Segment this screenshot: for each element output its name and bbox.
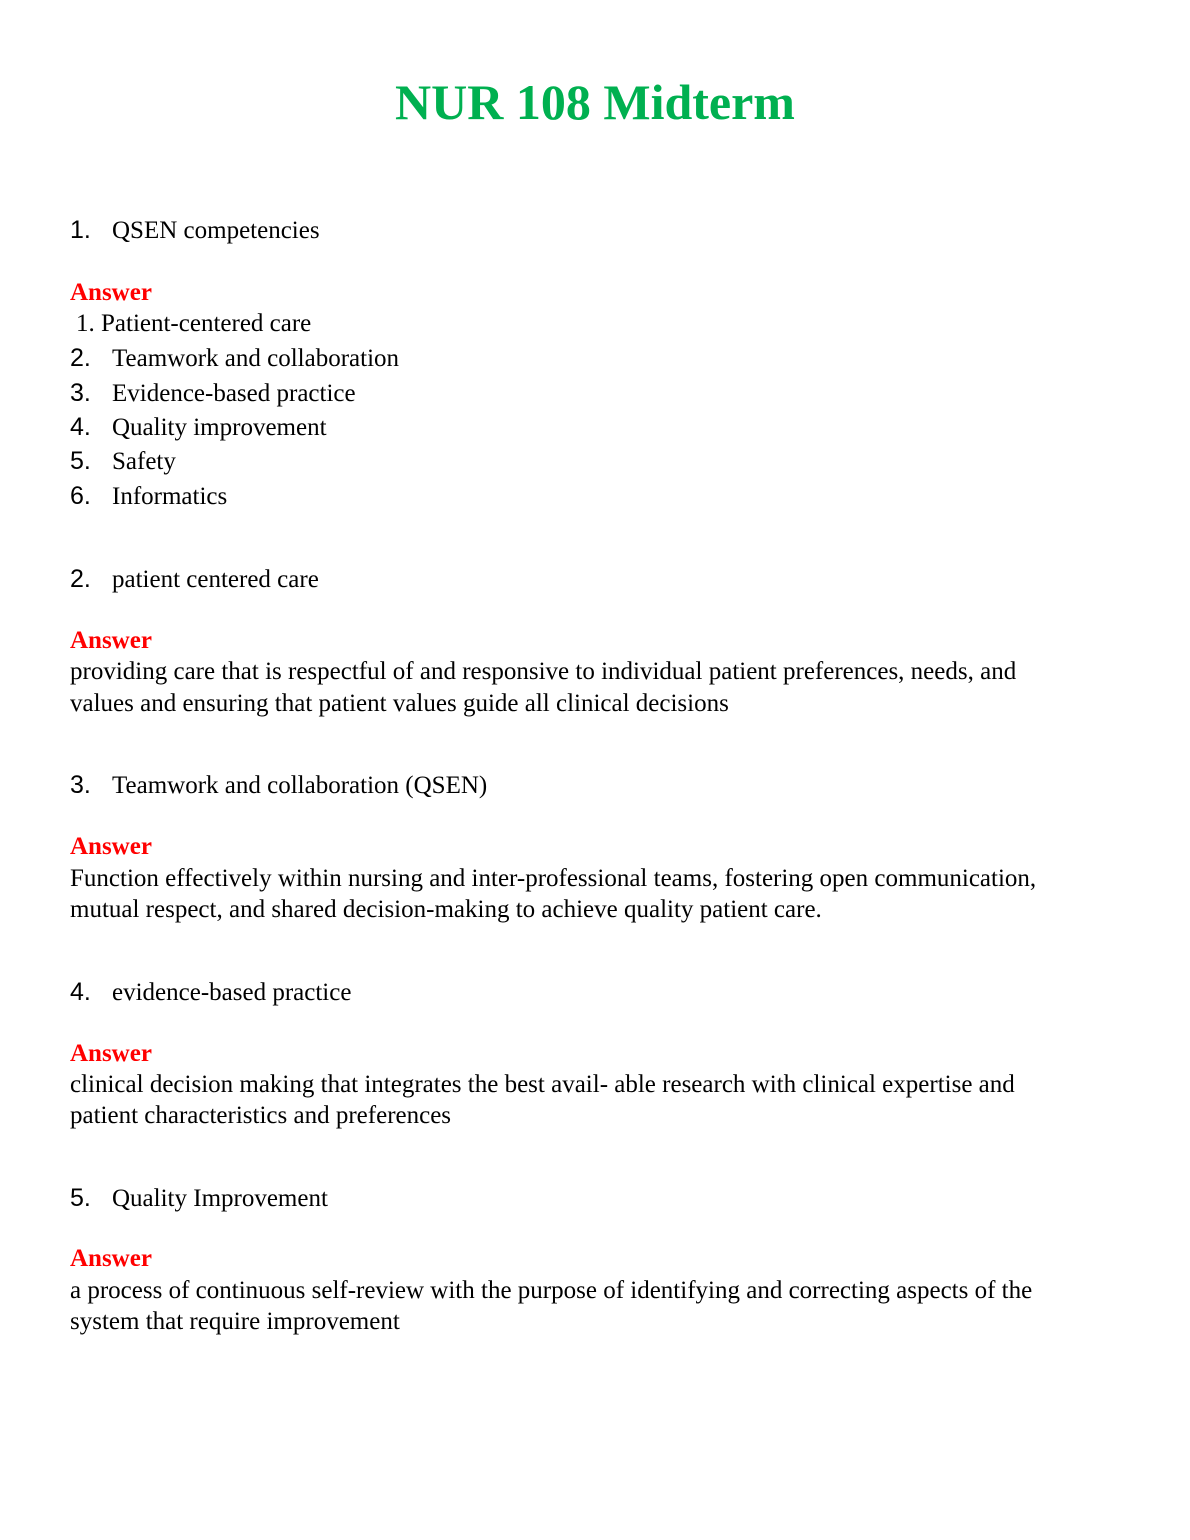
item-text: Quality improvement <box>112 414 327 441</box>
item-text: Informatics <box>112 483 228 510</box>
answer-text: providing care that is respectful of and responsive to individual patient preferences, needs, and <box>70 658 1017 685</box>
question-number: 2. <box>70 565 91 593</box>
question-prompt: patient centered care <box>112 566 319 593</box>
answer-list-item <box>70 412 327 443</box>
answer-label: Answer <box>70 627 152 654</box>
answer-label: Answer <box>70 279 152 306</box>
question-3 <box>70 770 487 801</box>
item-number: 3. <box>70 379 91 407</box>
answer-text: values and ensuring that patient values guide all clinical decisions <box>70 690 729 717</box>
answer-text: patient characteristics and preferences <box>70 1102 452 1129</box>
answer-list-item <box>70 343 399 374</box>
question-2 <box>70 564 319 595</box>
item-text: Safety <box>112 448 176 475</box>
answer-label: Answer <box>70 1040 152 1067</box>
item-number: 4. <box>70 413 91 441</box>
question-prompt: Teamwork and collaboration (QSEN) <box>112 772 488 799</box>
question-5 <box>70 1183 328 1214</box>
question-prompt: Quality Improvement <box>112 1185 328 1212</box>
question-number: 5. <box>70 1184 91 1212</box>
question-1 <box>70 215 320 246</box>
answer-list-item <box>70 481 227 512</box>
question-number: 4. <box>70 978 91 1006</box>
answer-list-item: 1. Patient-centered care <box>76 310 312 337</box>
answer-text: a process of continuous self-review with the purpose of identifying and correcting aspects of the <box>70 1277 1033 1304</box>
question-number: 3. <box>70 771 91 799</box>
answer-text: mutual respect, and shared decision-making to achieve quality patient care. <box>70 896 822 923</box>
answer-list-item <box>70 446 176 477</box>
answer-label: Answer <box>70 1245 152 1272</box>
answer-text: system that require improvement <box>70 1308 400 1335</box>
answer-list-item <box>70 378 356 409</box>
item-text: Teamwork and collaboration <box>112 345 400 372</box>
answer-text: clinical decision making that integrates the best avail- able research with clinical expertise and <box>70 1071 1015 1098</box>
question-prompt: evidence-based practice <box>112 979 352 1006</box>
answer-text: Function effectively within nursing and inter-professional teams, fostering open communication, <box>70 865 1037 892</box>
question-prompt: QSEN competencies <box>112 217 320 244</box>
item-number: 5. <box>70 447 91 475</box>
item-number: 6. <box>70 482 91 510</box>
answer-label: Answer <box>70 833 152 860</box>
item-number: 2. <box>70 344 91 372</box>
question-4 <box>70 977 351 1008</box>
question-number: 1. <box>70 216 91 244</box>
page-title: NUR 108 Midterm <box>395 74 795 130</box>
item-text: Evidence-based practice <box>112 380 356 407</box>
